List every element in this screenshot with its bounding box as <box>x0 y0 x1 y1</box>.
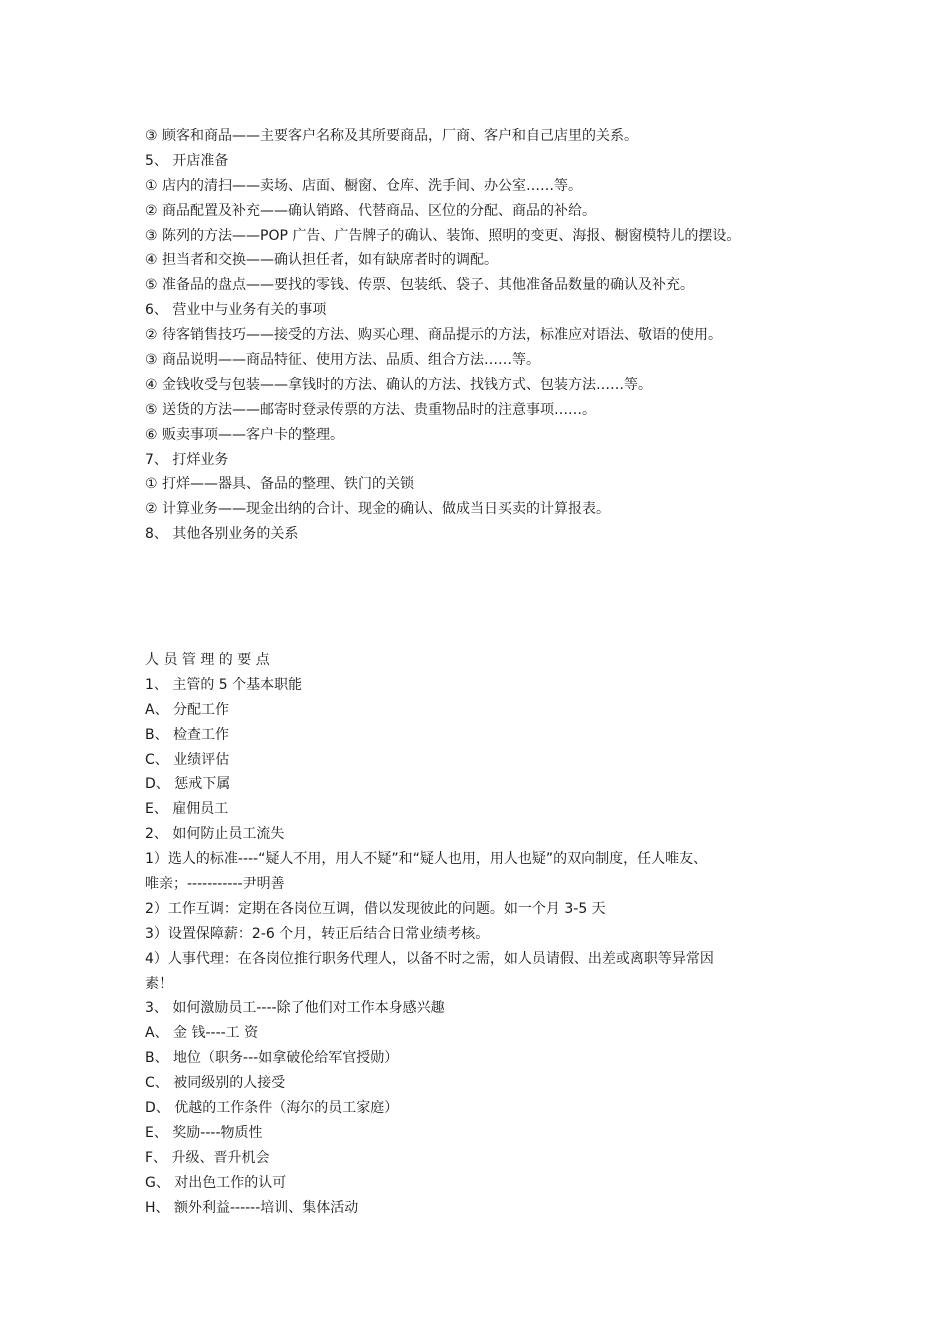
text-line: ⑤ 送货的方法——邮寄时登录传票的方法、贵重物品时的注意事项……。 <box>145 401 596 418</box>
heading-motivate-staff: 3、 如何激励员工----除了他们对工作本身感兴趣 <box>145 1000 445 1017</box>
text-line: 唯亲；-----------尹明善 <box>145 876 285 893</box>
heading-supervisor-functions: 1、 主管的 5 个基本职能 <box>145 676 303 693</box>
text-line: ③ 顾客和商品——主要客户名称及其所要商品，厂商、客户和自己店里的关系。 <box>145 128 638 144</box>
text-line: 素！ <box>145 975 173 992</box>
section-title: 人 员 管 理 的 要 点 <box>145 652 270 668</box>
list-item: D、 惩戒下属 <box>145 776 231 793</box>
text-line: ② 商品配置及补充——确认销路、代替商品、区位的分配、商品的补给。 <box>145 202 596 219</box>
list-item: H、 额外利益------培训、集体活动 <box>145 1199 359 1216</box>
heading-business-matters: 6、 营业中与业务有关的事项 <box>145 302 327 319</box>
text-line: ⑤ 准备品的盘点——要找的零钱、传票、包装纸、袋子、其他准备品数量的确认及补充。 <box>145 277 694 294</box>
text-line: ④ 担当者和交换——确认担任者，如有缺席者时的调配。 <box>145 252 498 269</box>
heading-prevent-turnover: 2、 如何防止员工流失 <box>145 826 285 843</box>
personnel-management-section <box>145 648 845 1220</box>
heading-other-tasks: 8、 其他各别业务的关系 <box>145 526 299 543</box>
list-item: F、 升级、晋升机会 <box>145 1149 270 1166</box>
heading-opening-preparation: 5、 开店准备 <box>145 152 229 169</box>
text-line: ③ 陈列的方法——POP 广告、广告牌子的确认、装饰、照明的变更、海报、橱窗模特儿的摆设。 <box>145 227 741 244</box>
list-item: E、 雇佣员工 <box>145 801 229 818</box>
list-item: B、 检查工作 <box>145 726 230 743</box>
list-item: B、 地位（职务---如拿破伦给军官授勋） <box>145 1050 399 1067</box>
store-operations-section <box>145 124 845 547</box>
text-line: ④ 金钱收受与包装——拿钱时的方法、确认的方法、找钱方式、包装方法……等。 <box>145 376 652 393</box>
list-item: A、 金 钱----工 资 <box>145 1025 259 1042</box>
list-item: C、 被同级别的人接受 <box>145 1075 286 1092</box>
list-item: C、 业绩评估 <box>145 751 230 768</box>
list-item: G、 对出色工作的认可 <box>145 1174 287 1191</box>
text-line: ⑥ 贩卖事项——客户卡的整理。 <box>145 426 345 443</box>
heading-closing-tasks: 7、 打烊业务 <box>145 451 229 468</box>
text-line: ① 打烊——器具、备品的整理、铁门的关锁 <box>145 476 414 493</box>
text-line: 3）设置保障薪：2-6 个月，转正后结合日常业绩考核。 <box>145 925 490 942</box>
list-item: D、 优越的工作条件（海尔的员工家庭） <box>145 1100 399 1117</box>
list-item: E、 奖励----物质性 <box>145 1124 263 1141</box>
text-line: 2）工作互调：定期在各岗位互调，借以发现彼此的问题。如一个月 3-5 天 <box>145 900 606 917</box>
text-line: ① 店内的清扫——卖场、店面、橱窗、仓库、洗手间、办公室……等。 <box>145 177 582 194</box>
text-line: ② 待客销售技巧——接受的方法、购买心理、商品提示的方法，标准应对语法、敬语的使用。 <box>145 327 722 344</box>
text-line: ③ 商品说明——商品特征、使用方法、品质、组合方法……等。 <box>145 352 540 369</box>
text-line: 4）人事代理：在各岗位推行职务代理人，以备不时之需，如人员请假、出差或离职等异常因 <box>145 950 714 967</box>
list-item: A、 分配工作 <box>145 701 230 718</box>
text-line: 1）选人的标准----“疑人不用，用人不疑”和“疑人也用，用人也疑”的双向制度，任人唯友、 <box>145 851 708 868</box>
text-line: ② 计算业务——现金出纳的合计、现金的确认、做成当日买卖的计算报表。 <box>145 501 610 518</box>
